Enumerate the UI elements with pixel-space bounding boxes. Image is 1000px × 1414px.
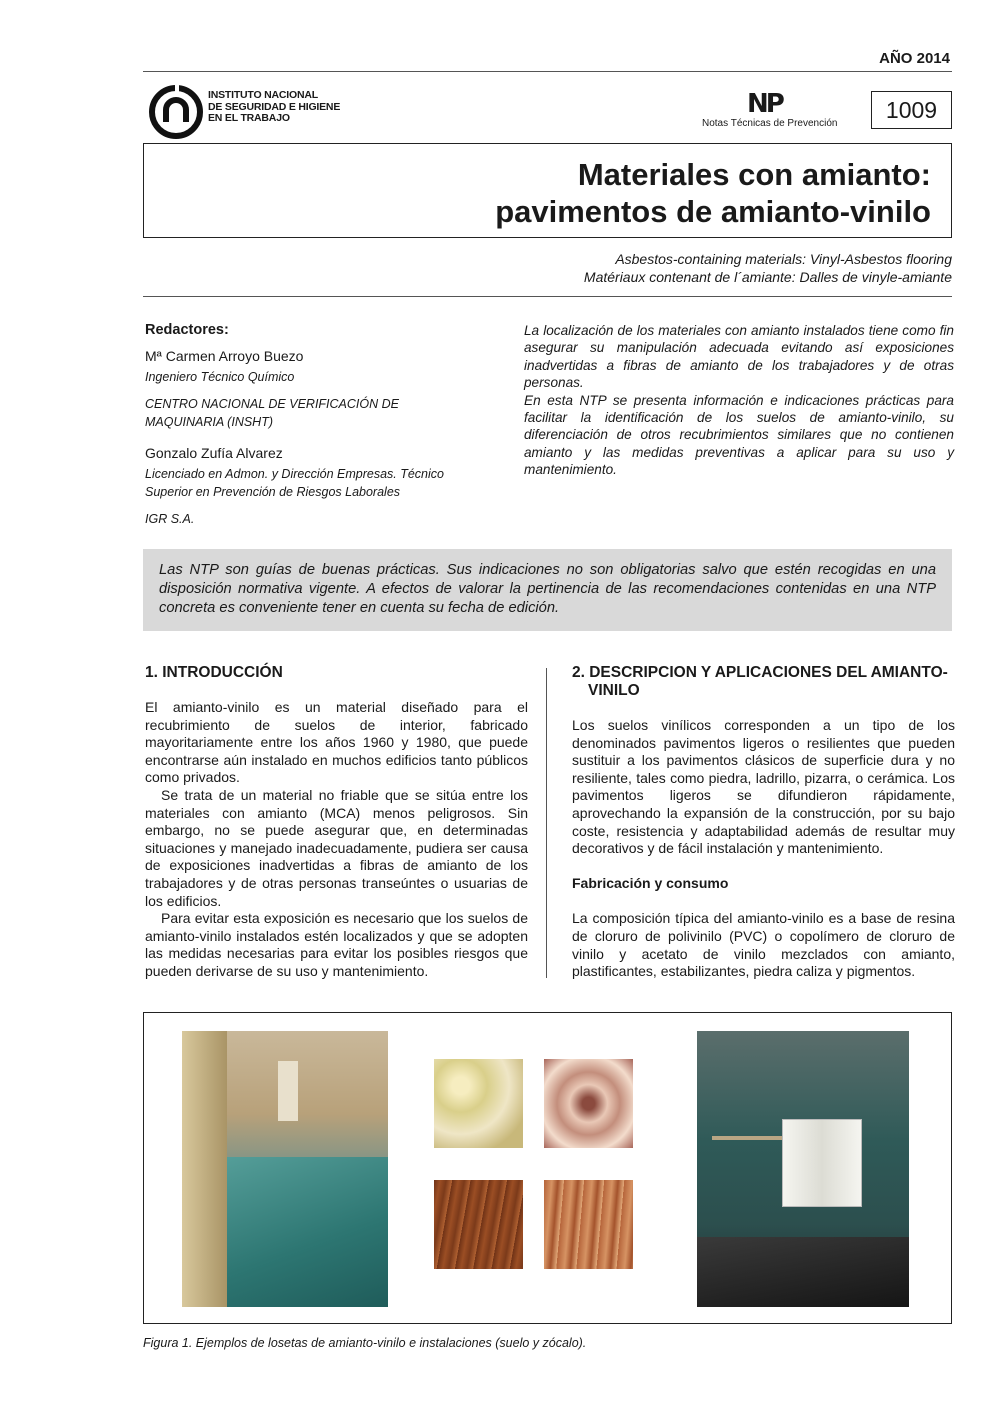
- author-role: Ingeniero Técnico Químico: [145, 370, 295, 384]
- figure-1: [143, 1012, 952, 1324]
- abstract-paragraph: La localización de los materiales con amianto instalados tiene como fin asegurar su manipulación adecuada evitando así exposiciones inadvertidas a fibras de amianto de los trabajadores y de otras personas.: [524, 323, 954, 391]
- author-organization: IGR S.A.: [145, 512, 195, 526]
- institute-line: EN EL TRABAJO: [208, 112, 290, 124]
- ntp-number: 1009: [871, 91, 952, 129]
- abstract-paragraph: En esta NTP se presenta información e indicaciones prácticas para facilitar la identificación de los suelos de amianto-vinilo, su diferenciación de otros recubrimientos similares que no contienen amianto y las medidas preventivas a aplicar para su uso y mantenimiento.: [524, 392, 954, 478]
- top-rule: [143, 71, 952, 72]
- translated-titles: [584, 250, 952, 286]
- title-line: Materiales con amianto:: [577, 157, 931, 192]
- corridor-floor-photo: [182, 1031, 388, 1307]
- paragraph: Para evitar esta exposición es necesario que los suelos de amianto-vinilo instalados estén localizados y que se adopten las medidas necesarias para evitar los posibles riesgos que pueden derivarse de su uso y mantenimiento.: [145, 910, 528, 979]
- section-heading: 2. DESCRIPCION Y APLICACIONES DEL AMIANTO-VINILO: [572, 664, 948, 699]
- paragraph: La composición típica del amianto-vinilo es a base de resina de cloruro de polivinilo (PVC) o copolímero de cloruro de vinilo y acetato de vinilo mezclados con amianto, plastificantes, estabilizantes, piedra caliza y pigmentos.: [572, 910, 955, 980]
- institute-name: [208, 90, 340, 125]
- section-description: [572, 664, 955, 981]
- abstract: [524, 322, 954, 479]
- tile-sample-wood-dark: [434, 1180, 523, 1269]
- figure-caption: Figura 1. Ejemplos de losetas de amianto-vinilo e instalaciones (suelo y zócalo).: [143, 1336, 587, 1350]
- tile-sample-speckled: [434, 1059, 523, 1148]
- authors-label: Redactores:: [145, 322, 229, 338]
- insht-logo: [148, 84, 204, 140]
- paragraph: El amianto-vinilo es un material diseñado para el recubrimiento de suelos de interior, fabricado mayoritariamente entre los años 1960 y 1980, que puede encontrarse aún instalado en muchos edificios tanto públicos como privados.: [145, 699, 528, 786]
- disclaimer-notice: Las NTP son guías de buenas prácticas. Sus indicaciones no son obligatorias salvo que estén recogidas en una disposición normativa vigente. A efectos de valorar la pertinencia de las recomendaciones contenidas en una NTP concreta es conveniente tener en cuenta su fecha de edición.: [143, 549, 952, 631]
- tile-sample-patterned: [544, 1059, 633, 1148]
- institute-line: DE SEGURIDAD E HIGIENE: [208, 100, 341, 113]
- skirting-radiator-photo: [697, 1031, 909, 1307]
- title-english: Asbestos-containing materials: Vinyl-Asbestos flooring: [615, 251, 952, 267]
- title-french: Matériaux contenant de l´amiante: Dalles de vinyle-amiante: [583, 269, 952, 285]
- author-organization: CENTRO NACIONAL DE VERIFICACIÓN DE MAQUINARIA (INSHT): [145, 397, 399, 429]
- title-box: [143, 143, 952, 238]
- author-name: Gonzalo Zufía Alvarez: [145, 445, 283, 461]
- author-name: Mª Carmen Arroyo Buezo: [145, 348, 304, 364]
- section-introduction: [145, 664, 528, 981]
- subsection-heading: Fabricación y consumo: [572, 874, 729, 891]
- year-label: AÑO 2014: [879, 50, 950, 67]
- author-role: Licenciado en Admon. y Dirección Empresas. Técnico Superior en Prevención de Riesgos Laborales: [145, 467, 444, 499]
- tile-sample-wood-light: [544, 1180, 633, 1269]
- column-divider: [546, 668, 547, 978]
- np-logo: NP: [747, 89, 782, 119]
- paragraph: Se trata de un material no friable que se sitúa entre los materiales con amianto (MCA) menos peligrosos. Sin embargo, no se puede asegurar que, en determinadas situaciones y manejado inadecuadamente, pudiera ser causa de exposiciones inadvertidas a fibras de amianto de los trabajadores y de otras personas transeúntes o usuarias de los edificios.: [145, 786, 528, 909]
- institute-line: INSTITUTO NACIONAL: [208, 89, 318, 101]
- section-heading: 1. INTRODUCCIÓN: [145, 664, 283, 681]
- page-title: [495, 156, 931, 230]
- authors-block: [145, 322, 505, 537]
- np-subtitle: Notas Técnicas de Prevención: [702, 118, 838, 129]
- header-rule: [143, 296, 952, 297]
- title-line: pavimentos de amianto-vinilo: [495, 194, 931, 229]
- paragraph: Los suelos vinílicos corresponden a un tipo de los denominados pavimentos ligeros o resilientes que pueden sustituir a los pavimentos clásicos de superficie dura y no resiliente, tales como piedra, ladrillo, pizarra, o cerámica. Los pavimentos ligeros se difundieron rápidamente, aprovechando la expansión de la construcción, por su bajo coste, resistencia y adaptabilidad además de resultar muy decorativos y de fácil instalación y mantenimiento.: [572, 717, 955, 857]
